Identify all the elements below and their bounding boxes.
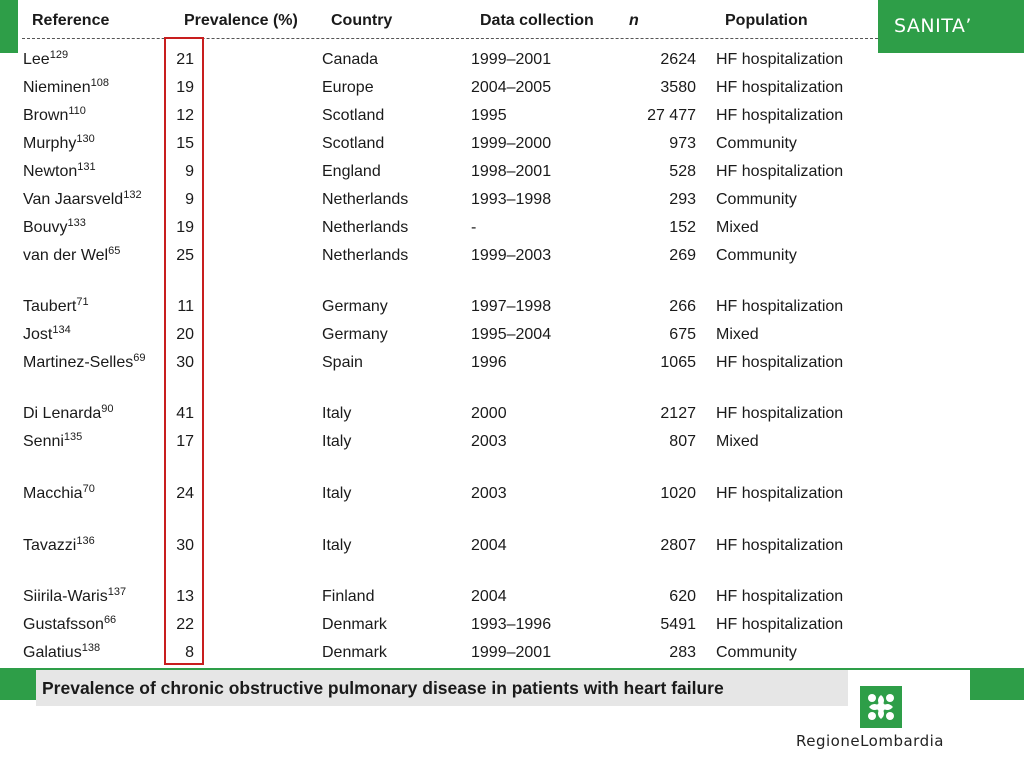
cell-prevalence: 30	[176, 537, 194, 554]
cell-population: HF hospitalization	[716, 354, 844, 371]
cell-population: HF hospitalization	[716, 588, 844, 605]
cell-population: HF hospitalization	[716, 485, 844, 502]
cell-prevalence: 25	[176, 247, 194, 264]
cell-reference	[23, 352, 146, 374]
cell-reference	[23, 642, 100, 664]
cell-prevalence: 11	[177, 298, 194, 315]
col-header-population: Population	[725, 12, 808, 29]
cell-n: 1020	[660, 485, 696, 502]
reference-citation: 133	[67, 217, 86, 229]
cell-reference	[23, 614, 116, 636]
cell-period: 2000	[471, 405, 507, 422]
reference-citation: 135	[63, 431, 83, 443]
cell-population: HF hospitalization	[716, 107, 844, 124]
cell-country: Italy	[322, 405, 352, 422]
table-caption: Prevalence of chronic obstructive pulmonary disease in patients with heart failure	[42, 678, 724, 698]
cell-reference	[23, 483, 95, 505]
reference-citation: 108	[90, 77, 109, 89]
cell-prevalence: 24	[176, 485, 194, 502]
cell-country: Canada	[322, 51, 379, 68]
cell-reference	[23, 217, 86, 239]
cell-period: 2004	[471, 588, 507, 605]
reference-name: Siirila-Waris	[23, 588, 108, 605]
reference-name: Gustafsson	[23, 616, 104, 633]
reference-name: Newton	[23, 163, 78, 180]
cell-period: 2003	[471, 485, 507, 502]
cell-n: 528	[669, 163, 696, 180]
reference-citation: 131	[77, 161, 96, 173]
cell-country: Netherlands	[322, 191, 409, 208]
cell-period: 1998–2001	[471, 163, 552, 180]
cell-prevalence: 17	[176, 433, 194, 450]
cell-reference	[23, 403, 114, 425]
cell-population: Community	[716, 135, 797, 152]
cell-population: Community	[716, 191, 797, 208]
cell-period: 1995	[471, 107, 507, 124]
reference-name: Bouvy	[23, 219, 68, 236]
reference-name: Lee	[23, 51, 50, 68]
cell-prevalence: 9	[185, 163, 194, 180]
cell-prevalence: 8	[185, 644, 194, 661]
cell-n: 973	[669, 135, 696, 152]
cell-country: Netherlands	[322, 247, 409, 264]
cell-prevalence: 21	[176, 51, 194, 68]
cell-n: 269	[669, 247, 696, 264]
cell-country: Europe	[322, 79, 374, 96]
cell-population: HF hospitalization	[716, 537, 844, 554]
cell-period: 1997–1998	[471, 298, 552, 315]
cell-period: 2004–2005	[471, 79, 552, 96]
cell-population: Mixed	[716, 433, 759, 450]
cell-prevalence: 19	[176, 79, 194, 96]
cell-n: 3580	[660, 79, 696, 96]
col-header-data-collection: Data collection	[480, 12, 594, 29]
cell-population: Mixed	[716, 326, 759, 343]
cell-reference	[23, 77, 109, 99]
col-header-prevalence: Prevalence (%)	[184, 12, 298, 29]
cell-n: 2624	[660, 51, 696, 68]
cell-population: HF hospitalization	[716, 79, 844, 96]
cell-n: 807	[669, 433, 696, 450]
cell-reference	[23, 189, 142, 211]
cell-n: 293	[669, 191, 696, 208]
reference-citation: 70	[82, 483, 95, 495]
col-header-reference: Reference	[32, 12, 110, 29]
reference-name: Nieminen	[23, 79, 91, 96]
reference-name: Tavazzi	[23, 537, 77, 554]
cell-n: 27 477	[647, 107, 696, 124]
cell-period: -	[471, 219, 477, 236]
reference-name: Galatius	[23, 644, 82, 661]
reference-name: Taubert	[23, 298, 77, 315]
logo-wordmark: RegioneLombardia	[796, 732, 944, 750]
cell-period: 2004	[471, 537, 507, 554]
cell-population: HF hospitalization	[716, 298, 844, 315]
reference-name: Martinez-Selles	[23, 354, 134, 371]
cell-period: 1993–1996	[471, 616, 552, 633]
reference-citation: 129	[49, 49, 69, 61]
cell-country: England	[322, 163, 381, 180]
reference-citation: 66	[103, 614, 117, 626]
cell-prevalence: 41	[176, 405, 194, 422]
header-rule	[22, 38, 878, 39]
prevalence-highlight-box	[164, 37, 204, 665]
cell-prevalence: 20	[176, 326, 194, 343]
cell-n: 152	[669, 219, 696, 236]
cell-reference	[23, 324, 71, 346]
cell-country: Denmark	[322, 616, 387, 633]
cell-reference	[23, 133, 95, 155]
cell-period: 1995–2004	[471, 326, 552, 343]
col-header-country: Country	[331, 12, 393, 29]
cell-n: 1065	[660, 354, 696, 371]
cell-population: HF hospitalization	[716, 616, 844, 633]
cell-period: 1999–2001	[471, 644, 552, 661]
cell-reference	[23, 586, 126, 608]
reference-citation: 138	[81, 642, 101, 654]
cell-reference	[23, 49, 68, 71]
cell-n: 5491	[660, 616, 696, 633]
cell-prevalence: 13	[176, 588, 194, 605]
cell-population: Community	[716, 247, 797, 264]
cell-period: 1999–2003	[471, 247, 552, 264]
brand-label: SANITA’	[894, 15, 972, 37]
cell-prevalence: 19	[176, 219, 194, 236]
cell-n: 620	[669, 588, 696, 605]
cell-n: 2127	[660, 405, 696, 422]
cell-country: Italy	[322, 485, 352, 502]
reference-citation: 137	[107, 586, 127, 598]
cell-country: Germany	[322, 326, 388, 343]
reference-citation: 71	[76, 296, 89, 308]
reference-name: Brown	[23, 107, 69, 124]
cell-n: 2807	[660, 537, 696, 554]
cell-reference	[23, 161, 96, 183]
cell-period: 1999–2001	[471, 51, 552, 68]
cell-period: 2003	[471, 433, 507, 450]
cell-prevalence: 15	[176, 135, 194, 152]
reference-name: Jost	[23, 326, 53, 343]
cell-country: Spain	[322, 354, 363, 371]
reference-name: Di Lenarda	[23, 405, 102, 422]
cell-n: 266	[669, 298, 696, 315]
cell-reference	[23, 245, 120, 267]
cell-population: Community	[716, 644, 797, 661]
reference-citation: 134	[52, 324, 71, 336]
cell-prevalence: 9	[185, 191, 194, 208]
cell-country: Germany	[322, 298, 388, 315]
cell-period: 1993–1998	[471, 191, 552, 208]
reference-citation: 90	[101, 403, 114, 415]
cell-country: Italy	[322, 433, 352, 450]
cell-population: Mixed	[716, 219, 759, 236]
cell-period: 1999–2000	[471, 135, 552, 152]
reference-citation: 69	[133, 352, 146, 364]
col-header-n: n	[629, 12, 639, 29]
cell-reference	[23, 105, 86, 127]
cell-prevalence: 30	[176, 354, 194, 371]
cell-population: HF hospitalization	[716, 163, 844, 180]
cell-n: 675	[669, 326, 696, 343]
reference-citation: 136	[76, 535, 95, 547]
cell-period: 1996	[471, 354, 507, 371]
reference-citation: 65	[108, 245, 121, 257]
cell-country: Netherlands	[322, 219, 409, 236]
rosa-camuna-icon	[860, 686, 902, 728]
cell-reference	[23, 296, 89, 318]
cell-country: Italy	[322, 537, 352, 554]
cell-population: HF hospitalization	[716, 405, 844, 422]
cell-country: Scotland	[322, 107, 385, 124]
reference-citation: 110	[68, 105, 86, 117]
reference-citation: 132	[123, 189, 142, 201]
reference-name: Murphy	[23, 135, 77, 152]
reference-name: Senni	[23, 433, 64, 450]
cell-reference	[23, 535, 95, 557]
reference-name: van der Wel	[23, 247, 109, 264]
cell-reference	[23, 431, 82, 453]
cell-country: Finland	[322, 588, 375, 605]
cell-country: Denmark	[322, 644, 387, 661]
reference-citation: 130	[76, 133, 95, 145]
cell-prevalence: 22	[176, 616, 194, 633]
cell-country: Scotland	[322, 135, 385, 152]
reference-name: Van Jaarsveld	[23, 191, 124, 208]
cell-n: 283	[669, 644, 696, 661]
cell-population: HF hospitalization	[716, 51, 844, 68]
reference-name: Macchia	[23, 485, 83, 502]
cell-prevalence: 12	[176, 107, 194, 124]
